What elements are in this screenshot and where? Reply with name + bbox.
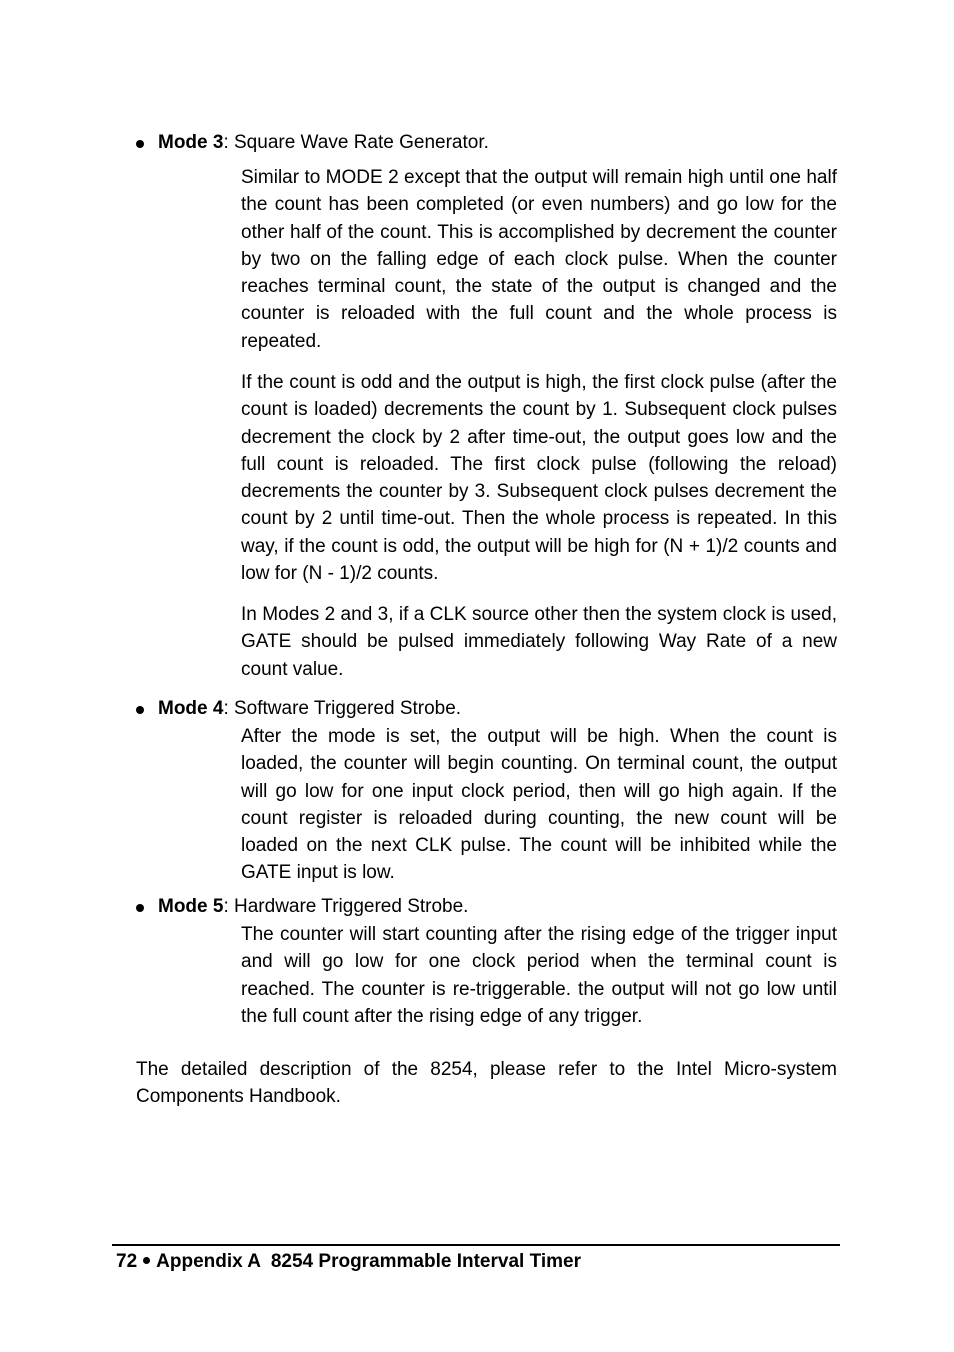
footer-divider [112, 1244, 840, 1246]
mode4-paragraph: After the mode is set, the output will be high. When the count is loaded, the counter will begin counting. On terminal count, the output will go low for one input clock period, then will go high again. If the count register is reloaded during counting, the new count will be loaded on the next CLK pulse. The count will be inhibited while the GATE input is low. [241, 726, 837, 884]
mode3-paragraph-2: If the count is odd and the output is high, the first clock pulse (after the count is loaded) decrements the count by 1. Subsequent clock pulses decrement the clock by 2 after time-out, the output goes low and the full count is reloaded. The first clock pulse (following the reload) decrements the counter by 3. Subsequent clock pulses decrement the count by 2 until time-out. Then the whole process is repeated. In this way, if the count is odd, the output will be high for (N + 1)/2 counts and low for (N - 1)/2 counts. [241, 372, 837, 585]
mode3-heading [136, 130, 837, 156]
mode4-heading [136, 696, 837, 722]
bullet-icon [136, 706, 144, 714]
page-number: 72 [116, 1251, 138, 1272]
mode5-heading [136, 894, 837, 920]
mode3-paragraph-3: In Modes 2 and 3, if a CLK source other then the system clock is used, GATE should be pulsed immediately following Way Rate of a new count value. [241, 604, 837, 680]
mode5-title: : Hardware Triggered Strobe. [223, 896, 469, 917]
bullet-icon [136, 140, 144, 148]
page-footer [116, 1249, 581, 1275]
mode3-paragraph-1: Similar to MODE 2 except that the output will remain high until one half the count has been completed (or even numbers) and go low for the other half of the count. This is accomplished by decrement the counter by two on the falling edge of each clock pulse. When the counter reaches terminal count, the state of the output is changed and the counter is reloaded with the full count and the whole process is repeated. [241, 167, 837, 352]
closing-paragraph: The detailed description of the 8254, please refer to the Intel Micro-system Components Handbook. [136, 1059, 837, 1108]
mode5-paragraph: The counter will start counting after the rising edge of the trigger input and will go low for one clock period when the terminal count is reached. The counter is re-triggerable. the output will not go low until the full count after the rising edge of any trigger. [241, 924, 837, 1027]
bullet-icon [143, 1257, 150, 1264]
mode4-name: Mode 4 [158, 698, 224, 719]
mode4-title: : Software Triggered Strobe. [223, 698, 462, 719]
mode3-title: : Square Wave Rate Generator. [223, 132, 489, 153]
footer-title: Appendix A 8254 Programmable Interval Timer [156, 1251, 581, 1272]
bullet-icon [136, 904, 144, 912]
mode3-name: Mode 3 [158, 132, 224, 153]
mode5-name: Mode 5 [158, 896, 224, 917]
